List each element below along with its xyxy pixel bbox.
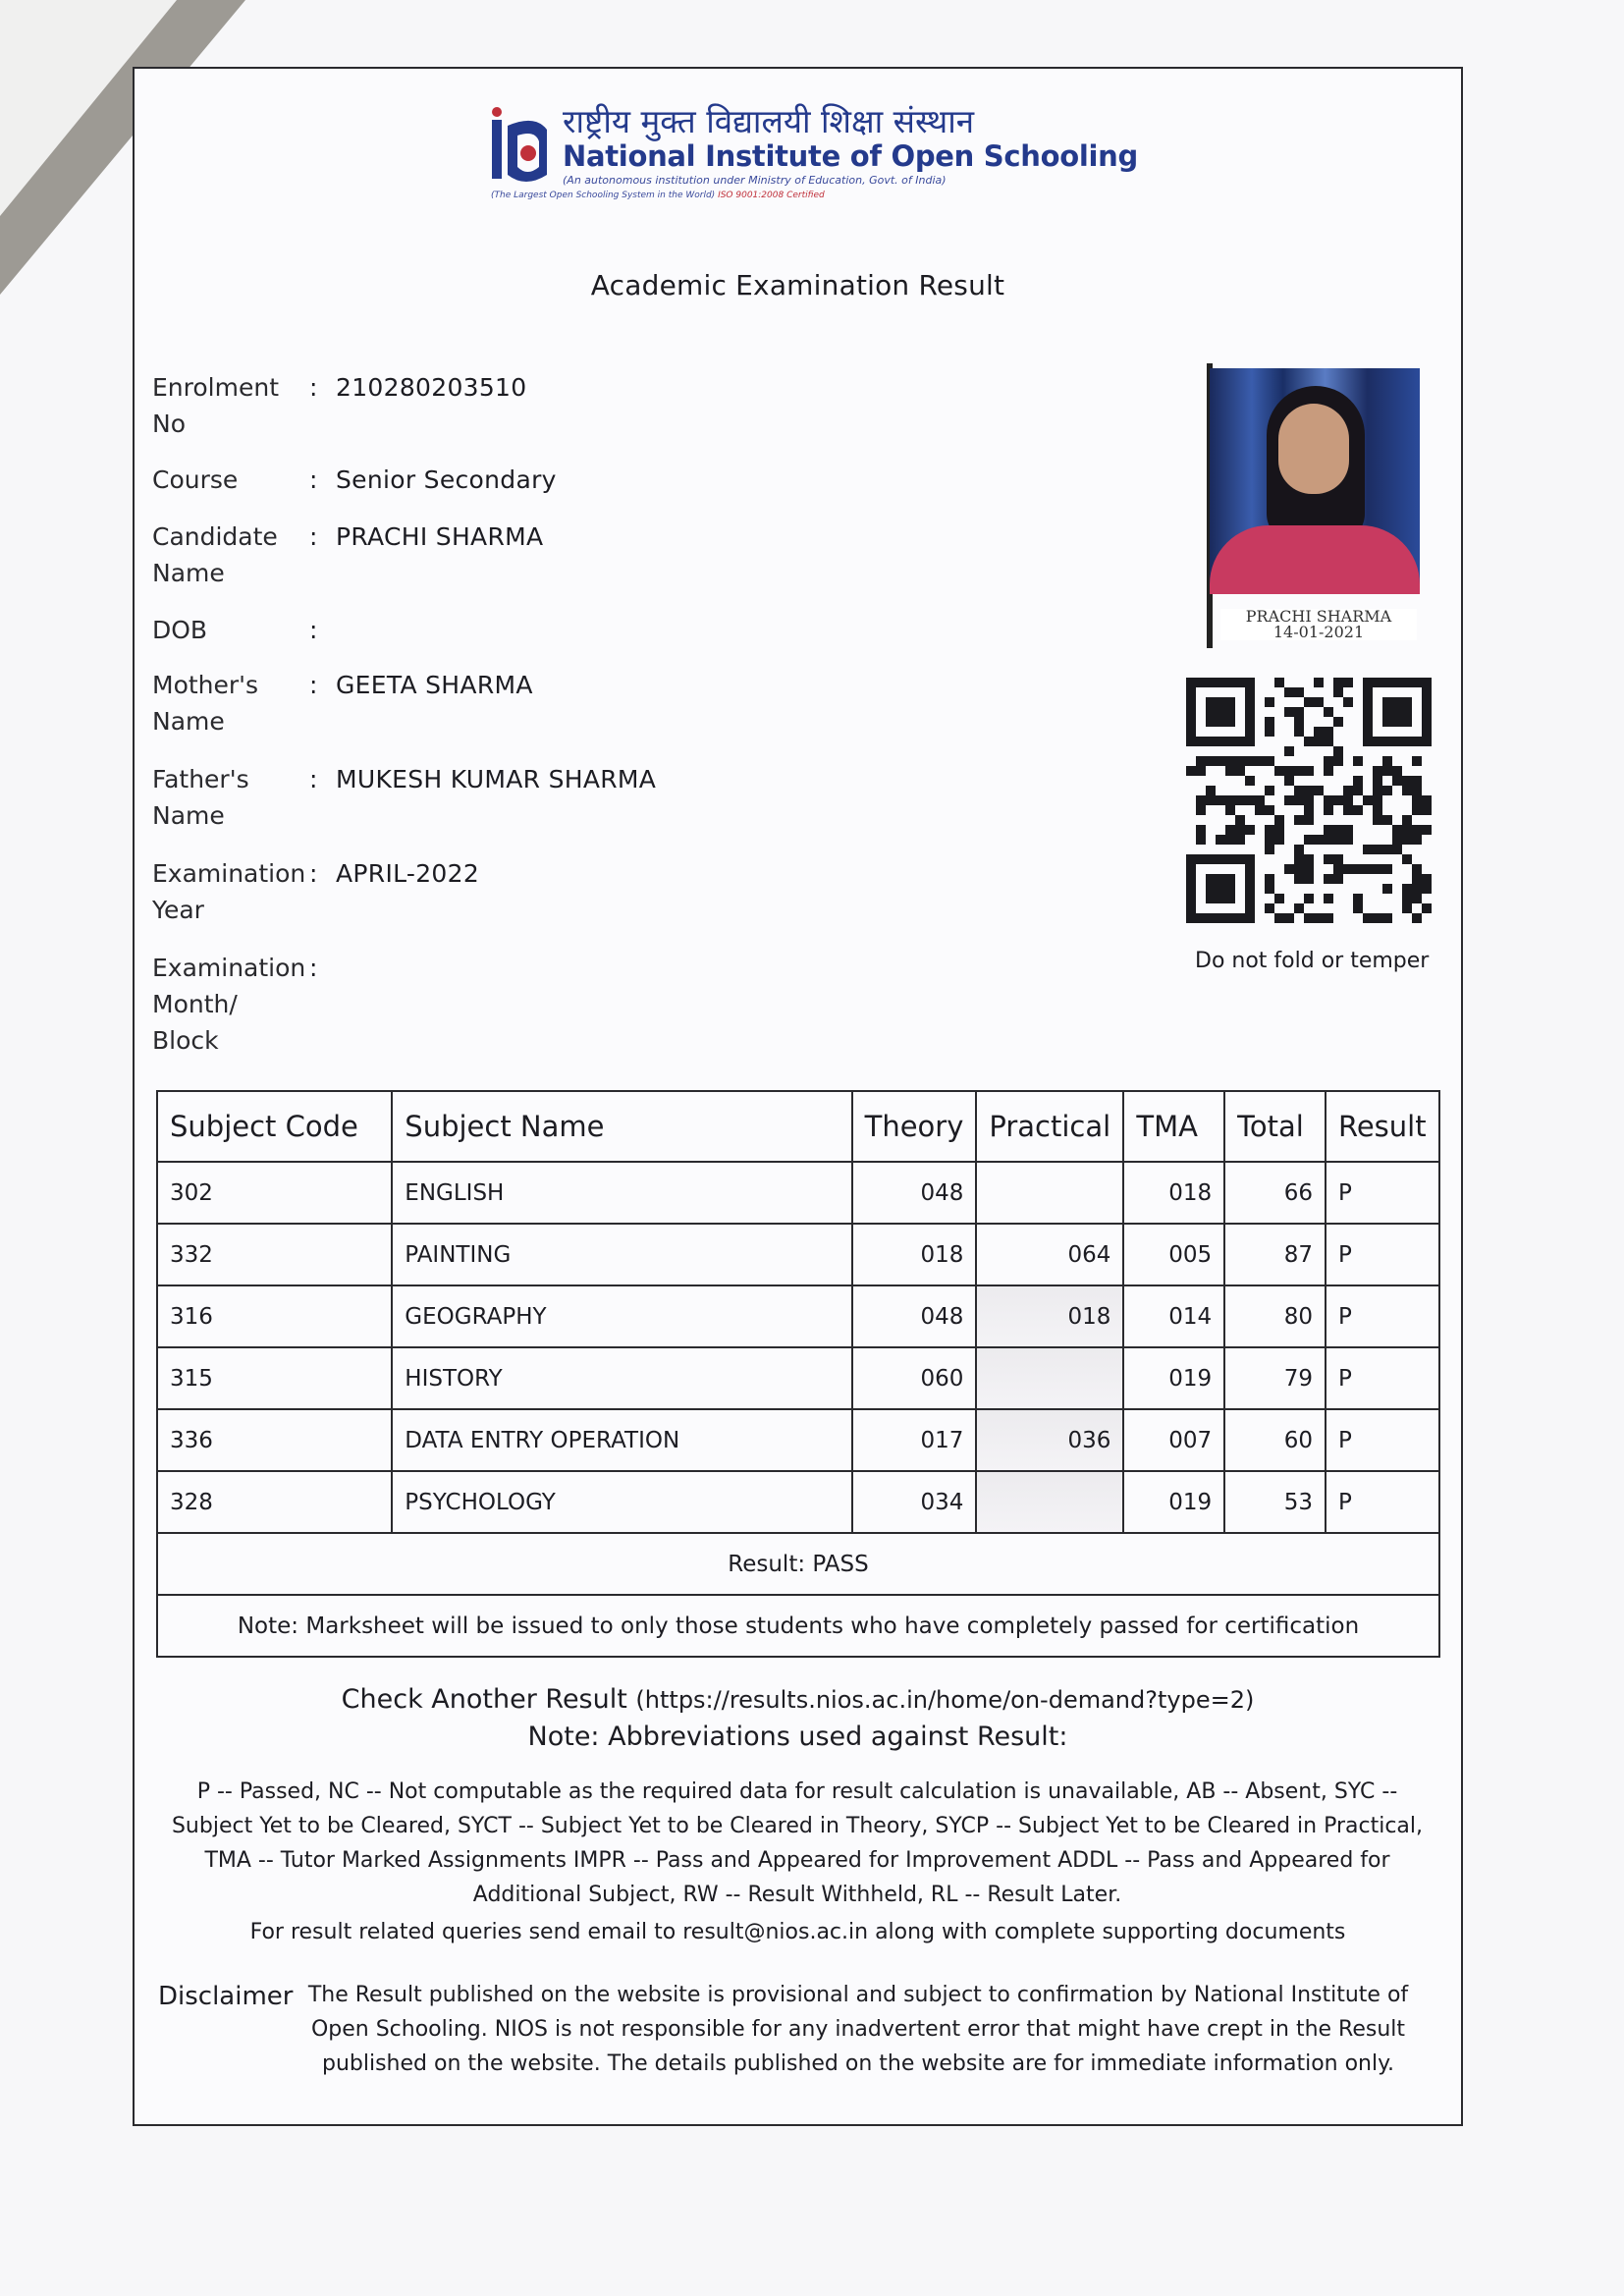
qr-module: [1333, 717, 1343, 727]
qr-module: [1412, 864, 1422, 874]
qr-module: [1196, 805, 1206, 815]
colon: :: [309, 616, 318, 644]
qr-module: [1284, 776, 1294, 786]
table-row: [157, 1409, 1439, 1471]
qr-module: [1265, 835, 1274, 845]
qr-module: [1402, 835, 1412, 845]
cell-tma: 005: [1123, 1224, 1224, 1285]
qr-module: [1225, 835, 1235, 845]
cell-total: 80: [1224, 1285, 1326, 1347]
cell-theory: 017: [852, 1409, 977, 1471]
colon: :: [309, 522, 318, 551]
cell-theory: 048: [852, 1162, 977, 1224]
col-header-theory: Theory: [852, 1091, 977, 1162]
exam-month-label: Examination Month/ Block: [152, 954, 306, 1055]
qr-module: [1284, 687, 1294, 697]
qr-module: [1284, 864, 1294, 874]
qr-module: [1284, 795, 1294, 805]
qr-module: [1402, 815, 1412, 825]
institute-tagline: [491, 191, 825, 200]
table-row: [157, 1285, 1439, 1347]
cell-subject-name: DATA ENTRY OPERATION: [392, 1409, 851, 1471]
qr-module: [1343, 835, 1353, 845]
qr-module: [1412, 795, 1422, 805]
qr-module: [1265, 874, 1274, 884]
qr-module: [1382, 766, 1392, 776]
check-another-result-link[interactable]: (https://results.nios.ac.in/home/on-demand?type=2): [635, 1686, 1255, 1714]
qr-module: [1373, 776, 1382, 786]
colon: :: [309, 954, 318, 982]
qr-module: [1353, 786, 1363, 795]
qr-module: [1422, 884, 1432, 894]
qr-module: [1294, 717, 1304, 727]
qr-module: [1333, 678, 1343, 687]
qr-module: [1304, 786, 1314, 795]
qr-module: [1304, 913, 1314, 923]
disclaimer-text: The Result published on the website is provisional and subject to confirmation by National Institute of Open Schooling. NIOS is not responsible for any inadvertent error that might have crept in the Result published on the website. The details published on the website are for immediate information only.: [307, 1983, 1409, 2076]
qr-module: [1363, 864, 1373, 874]
qr-module: [1265, 884, 1274, 894]
cell-subject-name: ENGLISH: [392, 1162, 851, 1224]
exam-year-label: Examination Year: [152, 859, 306, 924]
course-label: Course: [152, 465, 239, 494]
qr-module: [1333, 874, 1343, 884]
qr-module: [1304, 894, 1314, 903]
qr-module: [1294, 707, 1304, 717]
cell-practical: 018: [976, 1285, 1123, 1347]
qr-module: [1284, 707, 1294, 717]
qr-module: [1353, 756, 1363, 766]
qr-module: [1353, 805, 1363, 815]
qr-module: [1373, 864, 1382, 874]
qr-module: [1274, 766, 1284, 776]
qr-module: [1382, 786, 1392, 795]
qr-module: [1294, 795, 1304, 805]
col-header-subject-code: Subject Code: [157, 1091, 392, 1162]
course-value: Senior Secondary: [336, 465, 557, 494]
photo-caption-name: PRACHI SHARMA: [1245, 607, 1392, 626]
qr-module: [1314, 835, 1324, 845]
qr-module: [1412, 894, 1422, 903]
mother-name-label: Mother's Name: [152, 671, 259, 736]
mother-name-value: GEETA SHARMA: [336, 671, 533, 699]
table-row: [157, 1347, 1439, 1409]
qr-module: [1196, 766, 1206, 776]
qr-module: [1412, 874, 1422, 884]
qr-module: [1294, 864, 1304, 874]
candidate-name-label: Candidate Name: [152, 522, 278, 587]
cell-total: 79: [1224, 1347, 1326, 1409]
photo-shirt: [1210, 525, 1420, 594]
qr-module: [1294, 854, 1304, 864]
qr-module: [1343, 864, 1353, 874]
qr-module: [1235, 825, 1245, 835]
qr-module: [1294, 786, 1304, 795]
cell-result: P: [1326, 1347, 1439, 1409]
cell-subject-name: PSYCHOLOGY: [392, 1471, 851, 1533]
enrolment-label: Enrolment No: [152, 373, 279, 438]
qr-module: [1196, 795, 1206, 805]
colon: :: [309, 671, 318, 699]
qr-module: [1216, 795, 1225, 805]
qr-module: [1373, 795, 1382, 805]
queries-note: For result related queries send email to result@nios.ac.in along with complete supporting documents: [249, 1920, 1346, 1944]
overall-result: Result: PASS: [157, 1533, 1439, 1595]
qr-finder-inner: [1206, 697, 1235, 727]
cell-subject-name: PAINTING: [392, 1224, 851, 1285]
father-name-label: Father's Name: [152, 765, 249, 830]
qr-module: [1392, 766, 1402, 776]
qr-module: [1382, 913, 1392, 923]
qr-module: [1216, 756, 1225, 766]
qr-module: [1333, 795, 1343, 805]
qr-module: [1314, 678, 1324, 687]
qr-module: [1343, 697, 1353, 707]
qr-module: [1324, 727, 1333, 737]
qr-module: [1422, 825, 1432, 835]
result-sheet: [133, 67, 1463, 2126]
cell-subject-code: 316: [157, 1285, 392, 1347]
qr-module: [1392, 835, 1402, 845]
qr-module: [1225, 825, 1235, 835]
tagline-text: (The Largest Open Schooling System in the World): [491, 191, 716, 200]
qr-module: [1353, 894, 1363, 903]
nios-logo-icon: [486, 106, 555, 191]
exam-year-value: APRIL-2022: [336, 859, 480, 888]
document-title: Academic Examination Result: [590, 269, 1005, 301]
cell-subject-code: 336: [157, 1409, 392, 1471]
qr-module: [1274, 815, 1284, 825]
qr-module: [1284, 913, 1294, 923]
qr-module: [1235, 756, 1245, 766]
qr-module: [1422, 903, 1432, 913]
check-another-result-label: Check Another Result: [341, 1684, 627, 1715]
cell-subject-name: HISTORY: [392, 1347, 851, 1409]
cell-theory: 060: [852, 1347, 977, 1409]
qr-module: [1324, 913, 1333, 923]
qr-module: [1274, 894, 1284, 903]
qr-module: [1373, 805, 1382, 815]
qr-module: [1382, 756, 1392, 766]
qr-module: [1196, 825, 1206, 835]
qr-finder-inner: [1382, 697, 1412, 727]
qr-module: [1255, 795, 1265, 805]
cell-practical: [976, 1347, 1123, 1409]
qr-module: [1402, 776, 1412, 786]
cell-result: P: [1326, 1224, 1439, 1285]
qr-module: [1373, 786, 1382, 795]
qr-module: [1324, 756, 1333, 766]
qr-module: [1314, 697, 1324, 707]
qr-module: [1324, 874, 1333, 884]
qr-module: [1304, 815, 1314, 825]
qr-module: [1402, 884, 1412, 894]
qr-module: [1235, 835, 1245, 845]
qr-module: [1422, 874, 1432, 884]
overall-result-row: [157, 1533, 1439, 1595]
cell-theory: 048: [852, 1285, 977, 1347]
cell-practical: 036: [976, 1409, 1123, 1471]
qr-module: [1324, 707, 1333, 717]
qr-code-icon: [1186, 678, 1432, 923]
cell-total: 53: [1224, 1471, 1326, 1533]
do-not-fold-note: Do not fold or temper: [1195, 949, 1430, 973]
qr-module: [1304, 874, 1314, 884]
cell-practical: 064: [976, 1224, 1123, 1285]
qr-module: [1274, 835, 1284, 845]
cell-tma: 018: [1123, 1162, 1224, 1224]
qr-module: [1304, 697, 1314, 707]
qr-module: [1265, 786, 1274, 795]
qr-module: [1304, 864, 1314, 874]
qr-module: [1245, 756, 1255, 766]
qr-module: [1353, 776, 1363, 786]
qr-module: [1333, 746, 1343, 756]
qr-module: [1265, 805, 1274, 815]
candidate-name-value: PRACHI SHARMA: [336, 522, 544, 551]
qr-module: [1422, 795, 1432, 805]
qr-module: [1324, 737, 1333, 746]
qr-module: [1196, 835, 1206, 845]
qr-module: [1333, 864, 1343, 874]
qr-module: [1265, 845, 1274, 854]
qr-module: [1382, 845, 1392, 854]
qr-module: [1343, 825, 1353, 835]
qr-module: [1412, 805, 1422, 815]
qr-module: [1314, 786, 1324, 795]
qr-module: [1412, 776, 1422, 786]
table-row: [157, 1471, 1439, 1533]
cell-subject-code: 302: [157, 1162, 392, 1224]
cell-tma: 019: [1123, 1471, 1224, 1533]
col-header-result: Result: [1326, 1091, 1439, 1162]
qr-module: [1324, 894, 1333, 903]
qr-module: [1245, 776, 1255, 786]
qr-module: [1294, 845, 1304, 854]
qr-module: [1382, 884, 1392, 894]
cell-subject-code: 328: [157, 1471, 392, 1533]
qr-module: [1402, 894, 1412, 903]
qr-module: [1265, 825, 1274, 835]
qr-module: [1343, 786, 1353, 795]
qr-module: [1235, 766, 1245, 776]
qr-module: [1225, 756, 1235, 766]
qr-module: [1412, 835, 1422, 845]
qr-module: [1294, 727, 1304, 737]
cell-total: 87: [1224, 1224, 1326, 1285]
qr-module: [1402, 903, 1412, 913]
col-header-tma: TMA: [1123, 1091, 1224, 1162]
cell-result: P: [1326, 1285, 1439, 1347]
qr-module: [1294, 903, 1304, 913]
cell-tma: 014: [1123, 1285, 1224, 1347]
qr-module: [1186, 766, 1196, 776]
qr-module: [1294, 874, 1304, 884]
qr-module: [1206, 795, 1216, 805]
qr-module: [1373, 766, 1382, 776]
cell-tma: 019: [1123, 1347, 1224, 1409]
institute-subtitle: (An autonomous institution under Ministry of Education, Govt. of India): [563, 174, 947, 187]
qr-module: [1353, 864, 1363, 874]
qr-module: [1392, 776, 1402, 786]
colon: :: [309, 765, 318, 793]
qr-module: [1373, 815, 1382, 825]
qr-module: [1304, 835, 1314, 845]
father-name-value: MUKESH KUMAR SHARMA: [336, 765, 657, 793]
qr-module: [1324, 825, 1333, 835]
colon: :: [309, 465, 318, 494]
qr-module: [1412, 913, 1422, 923]
cell-tma: 007: [1123, 1409, 1224, 1471]
qr-module: [1255, 805, 1265, 815]
qr-module: [1363, 845, 1373, 854]
qr-module: [1324, 854, 1333, 864]
marks-table: [156, 1090, 1440, 1658]
qr-module: [1304, 854, 1314, 864]
qr-module: [1225, 795, 1235, 805]
qr-module: [1392, 845, 1402, 854]
qr-module: [1412, 825, 1422, 835]
qr-module: [1373, 913, 1382, 923]
qr-module: [1333, 687, 1343, 697]
dob-label: DOB: [152, 616, 208, 644]
qr-module: [1373, 845, 1382, 854]
qr-module: [1216, 835, 1225, 845]
qr-module: [1284, 746, 1294, 756]
cell-theory: 034: [852, 1471, 977, 1533]
qr-module: [1284, 766, 1294, 776]
qr-module: [1333, 835, 1343, 845]
check-another-result: [135, 1684, 1461, 1715]
qr-module: [1206, 756, 1216, 766]
qr-module: [1225, 805, 1235, 815]
qr-module: [1245, 795, 1255, 805]
disclaimer-label: Disclaimer: [158, 1982, 294, 2011]
cell-theory: 018: [852, 1224, 977, 1285]
qr-module: [1353, 903, 1363, 913]
qr-module: [1382, 815, 1392, 825]
qr-module: [1265, 697, 1274, 707]
qr-finder-inner: [1206, 874, 1235, 903]
qr-module: [1294, 687, 1304, 697]
qr-module: [1265, 727, 1274, 737]
qr-module: [1324, 795, 1333, 805]
qr-module: [1382, 864, 1392, 874]
marksheet-note: Note: Marksheet will be issued to only those students who have completely passed for certification: [157, 1595, 1439, 1657]
qr-module: [1304, 766, 1314, 776]
qr-module: [1265, 717, 1274, 727]
qr-module: [1196, 756, 1206, 766]
institute-hindi-name: राष्ट्रीय मुक्त विद्यालयी शिक्षा संस्थान: [563, 102, 975, 140]
cell-total: 66: [1224, 1162, 1326, 1224]
institute-english-name: National Institute of Open Schooling: [563, 139, 1138, 173]
photo-face: [1278, 404, 1349, 494]
qr-module: [1363, 913, 1373, 923]
qr-module: [1333, 825, 1343, 835]
table-row: [157, 1224, 1439, 1285]
photo-caption-date: 14-01-2021: [1272, 623, 1365, 641]
qr-module: [1274, 913, 1284, 923]
qr-module: [1343, 678, 1353, 687]
cell-practical: [976, 1162, 1123, 1224]
qr-module: [1274, 678, 1284, 687]
qr-module: [1363, 795, 1373, 805]
qr-module: [1324, 835, 1333, 845]
enrolment-value: 210280203510: [336, 373, 527, 402]
qr-module: [1235, 815, 1245, 825]
qr-module: [1274, 825, 1284, 835]
cell-practical: [976, 1471, 1123, 1533]
qr-module: [1265, 756, 1274, 766]
qr-module: [1392, 825, 1402, 835]
colon: :: [309, 859, 318, 888]
qr-module: [1304, 737, 1314, 746]
qr-module: [1412, 786, 1422, 795]
iso-text: ISO 9001:2008 Certified: [718, 191, 825, 200]
qr-module: [1235, 795, 1245, 805]
col-header-subject-name: Subject Name: [392, 1091, 851, 1162]
col-header-total: Total: [1224, 1091, 1326, 1162]
qr-module: [1245, 825, 1255, 835]
photo-caption: [1220, 609, 1417, 640]
qr-module: [1343, 795, 1353, 805]
qr-module: [1324, 766, 1333, 776]
qr-module: [1324, 805, 1333, 815]
abbreviations-title: Note: Abbreviations used against Result:: [527, 1722, 1068, 1752]
qr-module: [1314, 913, 1324, 923]
qr-module: [1412, 756, 1422, 766]
cell-subject-code: 315: [157, 1347, 392, 1409]
table-row: [157, 1162, 1439, 1224]
qr-module: [1225, 766, 1235, 776]
qr-module: [1314, 727, 1324, 737]
qr-module: [1304, 795, 1314, 805]
marksheet-note-row: [157, 1595, 1439, 1657]
qr-module: [1402, 825, 1412, 835]
qr-module: [1402, 854, 1412, 864]
qr-module: [1333, 756, 1343, 766]
qr-module: [1206, 786, 1216, 795]
qr-module: [1294, 766, 1304, 776]
qr-module: [1314, 737, 1324, 746]
qr-module: [1304, 805, 1314, 815]
cell-result: P: [1326, 1162, 1439, 1224]
col-header-practical: Practical: [976, 1091, 1123, 1162]
qr-module: [1402, 786, 1412, 795]
candidate-photo: [1210, 368, 1420, 594]
cell-result: P: [1326, 1409, 1439, 1471]
qr-module: [1333, 854, 1343, 864]
qr-module: [1294, 815, 1304, 825]
qr-module: [1412, 884, 1422, 894]
cell-subject-name: GEOGRAPHY: [392, 1285, 851, 1347]
qr-module: [1255, 756, 1265, 766]
qr-module: [1343, 805, 1353, 815]
qr-module: [1422, 805, 1432, 815]
cell-total: 60: [1224, 1409, 1326, 1471]
colon: :: [309, 373, 318, 402]
qr-module: [1265, 903, 1274, 913]
cell-subject-code: 332: [157, 1224, 392, 1285]
cell-result: P: [1326, 1471, 1439, 1533]
table-header-row: [157, 1091, 1439, 1162]
abbreviations-text: P -- Passed, NC -- Not computable as the required data for result calculation is unavailable, AB -- Absent, SYC -- Subject Yet to be Cleared, SYCT -- Subject Yet to be Cleared in Theory, SYCP -- Subject Yet to be Cleared in Practical, TMA -- Tutor Marked Assignments IMPR -- Pass and Appeared for Improvement ADDL -- Pass and Appeared for Additional Subject, RW -- Result Withheld, RL -- Result Later.: [171, 1779, 1424, 1907]
